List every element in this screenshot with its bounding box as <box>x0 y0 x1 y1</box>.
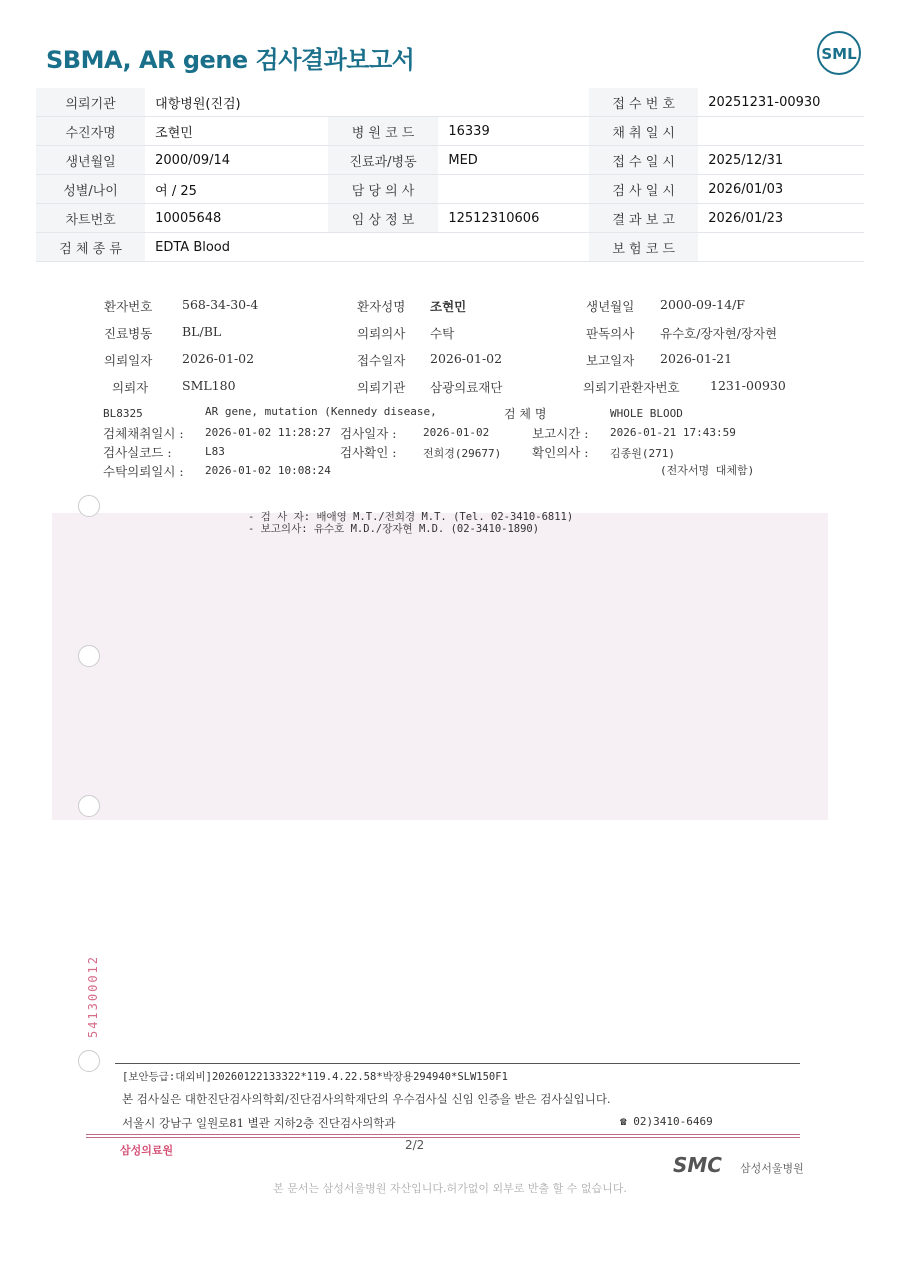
ref-patient: 1231-00930 <box>710 378 786 393</box>
confirm-doc-label: 확인의사 : <box>532 445 589 460</box>
confidential-notice: 본 문서는 삼성서울병원 자산입니다.허가없이 외부로 반출 할 수 없습니다. <box>273 1182 627 1195</box>
info-label: 채 취 일 시 <box>589 117 698 146</box>
test-code: BL8325 <box>103 407 143 420</box>
info-value: 16339 <box>438 117 589 146</box>
serial-number: 541300012 <box>86 955 100 1039</box>
logo-text: SML <box>821 45 857 63</box>
ref-doctor: 수탁 <box>430 326 455 341</box>
report-time-label: 보고시간 : <box>532 426 589 441</box>
reader: 유수호/장자현/장자현 <box>660 326 778 341</box>
room-label: 검사실코드 : <box>103 445 172 460</box>
info-label: 생년월일 <box>36 146 145 175</box>
confirm-doc: 김종원(271) <box>610 447 675 460</box>
patient-info-table <box>36 88 864 262</box>
certification-text: 본 검사실은 대한진단검사의학회/진단검사의학재단의 우수검사실 신임 인증을 받은 검사실입니다. <box>122 1092 611 1106</box>
outsourced: 2026-01-02 10:08:24 <box>205 464 331 477</box>
ref-doctor-label: 의뢰의사 <box>357 326 406 341</box>
info-label: 의뢰기관 <box>36 88 145 117</box>
binder-hole <box>78 495 100 517</box>
info-value: 대항병원(진검) <box>145 88 328 117</box>
info-value: 20251231-00930 <box>698 88 864 117</box>
info-label: 결 과 보 고 <box>589 204 698 233</box>
staff-line-2: - 보고의사: 유수호 M.D./장자현 M.D. (02-3410-1890) <box>248 523 540 535</box>
info-label: 접 수 번 호 <box>589 88 698 117</box>
info-label: 수진자명 <box>36 117 145 146</box>
result-area <box>52 513 828 820</box>
recv-date-label: 접수일자 <box>357 353 406 368</box>
ward: BL/BL <box>182 324 222 339</box>
patient-name: 조현민 <box>430 299 467 314</box>
report-date: 2026-01-21 <box>660 351 733 366</box>
info-value: MED <box>438 146 589 175</box>
patient-dob-label: 생년월일 <box>586 299 635 314</box>
ref-patient-label: 의뢰기관환자번호 <box>583 380 680 395</box>
report-date-label: 보고일자 <box>586 353 635 368</box>
test-name: AR gene, mutation (Kennedy disease, <box>205 405 437 418</box>
info-row <box>36 175 864 204</box>
req-date: 2026-01-02 <box>182 351 255 366</box>
info-label: 담 당 의 사 <box>328 175 439 204</box>
info-value: 2000/09/14 <box>145 146 328 175</box>
info-value <box>438 233 589 262</box>
info-value: 10005648 <box>145 204 328 233</box>
ref-inst: 삼광의료재단 <box>430 380 503 395</box>
room: L83 <box>205 445 225 458</box>
info-value <box>698 117 864 146</box>
sml-logo <box>816 30 862 76</box>
divider-pink <box>86 1134 800 1135</box>
collect: 2026-01-02 11:28:27 <box>205 426 331 439</box>
info-row <box>36 88 864 117</box>
security-line: [보안등급:대외비]20260122133322*119.4.22.58*박장용294940*SLW150F1 <box>122 1071 508 1083</box>
confirm: 전희경(29677) <box>423 447 502 460</box>
info-label <box>328 233 439 262</box>
patient-name-label: 환자성명 <box>357 299 406 314</box>
info-value: 2026/01/23 <box>698 204 864 233</box>
page-number: 2/2 <box>405 1138 425 1152</box>
hospital-left: 삼성의료원 <box>120 1144 174 1157</box>
info-label: 임 상 정 보 <box>328 204 439 233</box>
report-time: 2026-01-21 17:43:59 <box>610 426 736 439</box>
ref-inst-label: 의뢰기관 <box>357 380 406 395</box>
info-label: 접 수 일 시 <box>589 146 698 175</box>
info-value: 2025/12/31 <box>698 146 864 175</box>
requester: SML180 <box>182 378 236 393</box>
requester-label: 의뢰자 <box>112 380 149 395</box>
collect-label: 검체채취일시 : <box>103 426 184 441</box>
info-row <box>36 233 864 262</box>
info-label: 검 사 일 시 <box>589 175 698 204</box>
test-date-label: 검사일자 : <box>340 426 397 441</box>
info-value <box>698 233 864 262</box>
lab-phone: ☎ 02)3410-6469 <box>620 1115 713 1128</box>
patient-dob: 2000-09-14/F <box>660 297 745 312</box>
info-value <box>438 175 589 204</box>
outsourced-label: 수탁의뢰일시 : <box>103 464 184 479</box>
recv-date: 2026-01-02 <box>430 351 503 366</box>
binder-hole <box>78 645 100 667</box>
info-label: 검 체 종 류 <box>36 233 145 262</box>
info-label: 병 원 코 드 <box>328 117 439 146</box>
info-value: 여 / 25 <box>145 175 328 204</box>
info-row <box>36 204 864 233</box>
confirm-label: 검사확인 : <box>340 445 397 460</box>
esign-note: (전자서명 대체함) <box>660 464 755 477</box>
test-date: 2026-01-02 <box>423 426 490 439</box>
info-label: 차트번호 <box>36 204 145 233</box>
specimen: WHOLE BLOOD <box>610 407 683 420</box>
info-label: 성별/나이 <box>36 175 145 204</box>
info-label <box>328 88 439 117</box>
info-value <box>438 88 589 117</box>
info-value: 조현민 <box>145 117 328 146</box>
specimen-label: 검 체 명 <box>504 407 547 421</box>
req-date-label: 의뢰일자 <box>104 353 153 368</box>
patient-no: 568-34-30-4 <box>182 297 259 312</box>
hospital-right: 삼성서울병원 <box>740 1162 804 1175</box>
info-value: EDTA Blood <box>145 233 328 262</box>
staff-line-1: - 검 사 자: 배애영 M.T./전희경 M.T. (Tel. 02-3410-6811) <box>248 511 574 523</box>
divider <box>115 1063 800 1064</box>
ward-label: 진료병동 <box>104 326 153 341</box>
reader-label: 판독의사 <box>586 326 635 341</box>
smc-logo: SMC <box>673 1153 722 1177</box>
report-title: SBMA, AR gene 검사결과보고서 <box>46 46 415 74</box>
info-value: 2026/01/03 <box>698 175 864 204</box>
info-label: 보 험 코 드 <box>589 233 698 262</box>
info-row <box>36 146 864 175</box>
binder-hole <box>78 1050 100 1072</box>
divider-pink <box>86 1137 800 1138</box>
info-value: 12512310606 <box>438 204 589 233</box>
info-label: 진료과/병동 <box>328 146 439 175</box>
info-row <box>36 117 864 146</box>
patient-no-label: 환자번호 <box>104 299 153 314</box>
binder-hole <box>78 795 100 817</box>
lab-address: 서울시 강남구 일원로81 별관 지하2층 진단검사의학과 <box>122 1116 396 1130</box>
